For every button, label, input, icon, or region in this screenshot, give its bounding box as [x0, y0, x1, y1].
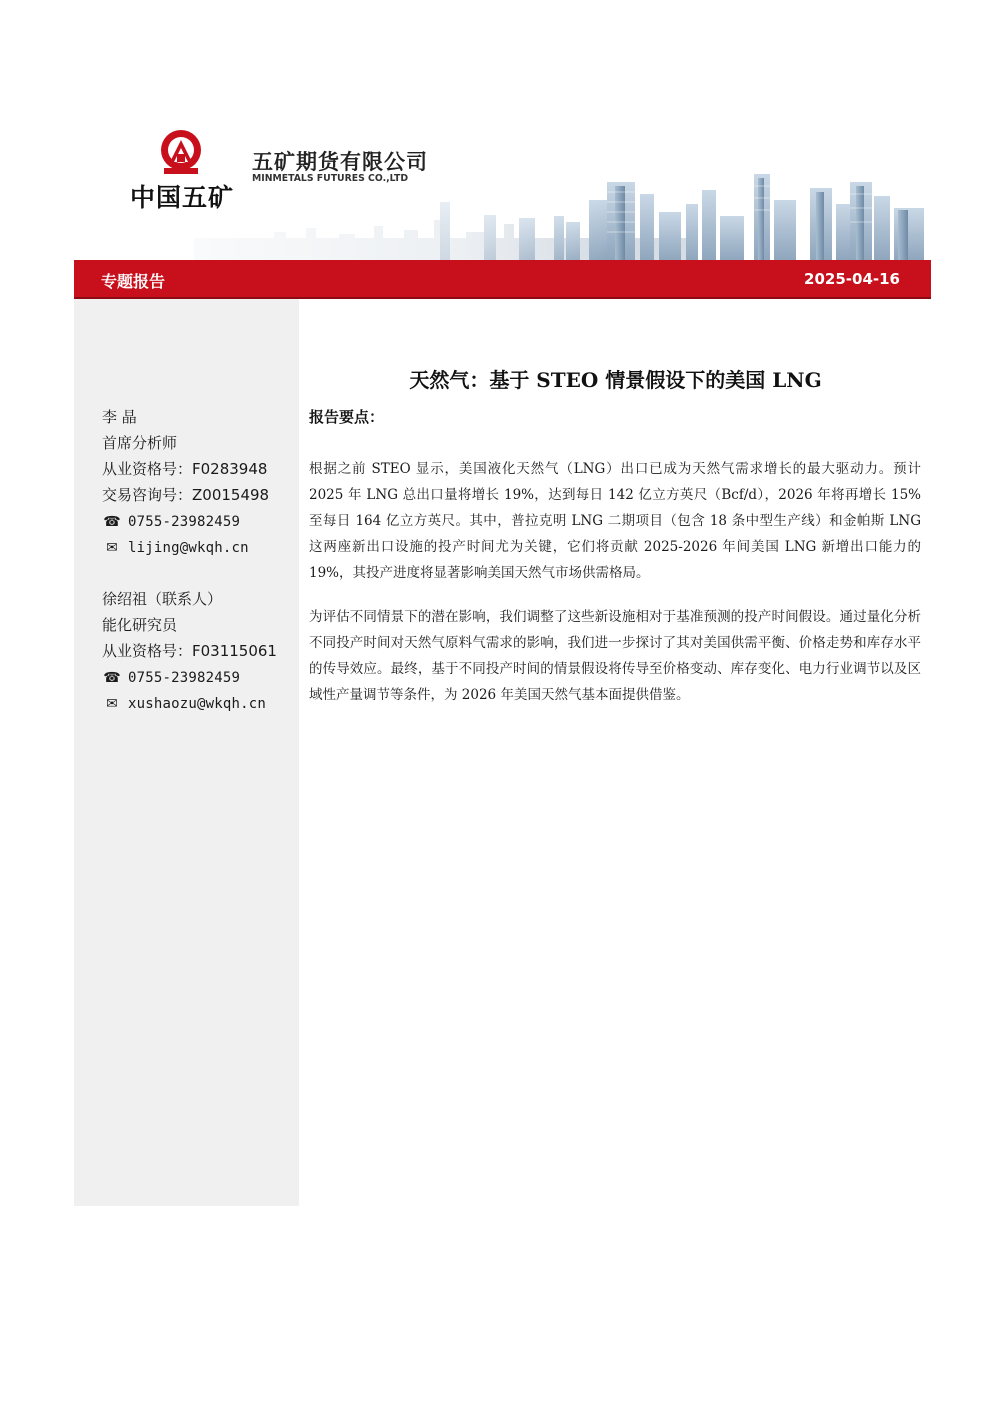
report-type-banner	[74, 260, 931, 299]
analyst-role: 首席分析师	[102, 434, 178, 452]
analyst-email-address[interactable]: lijing@wkqh.cn	[128, 540, 249, 556]
analyst-email-address[interactable]: xushaozu@wkqh.cn	[128, 696, 267, 712]
analyst-email[interactable]	[102, 534, 269, 560]
phone-icon: ☎	[103, 514, 121, 530]
company-name-cn: 五矿期货有限公司	[252, 150, 428, 174]
china-minmetals-logo-icon	[158, 128, 204, 178]
analyst-name: 李 晶	[102, 408, 137, 426]
analyst-phone-number: 0755-23982459	[128, 514, 241, 530]
envelope-icon: ✉	[106, 540, 118, 556]
phone-icon: ☎	[103, 670, 121, 686]
analyst-phone-number: 0755-23982459	[128, 670, 241, 686]
analyst-phone	[102, 664, 277, 690]
key-points-heading: 报告要点：	[309, 408, 385, 426]
analyst-card-xushaozu	[102, 586, 277, 716]
analyst-name: 徐绍祖（联系人）	[102, 590, 223, 608]
key-points-paragraph: 为评估不同情景下的潜在影响，我们调整了这些新设施相对于基准预测的投产时间假设。通过量化分析不同投产时间对天然气原料气需求的影响，我们进一步探讨了其对美国供需平衡、价格走势和库存水平的传导效应。最终，基于不同投产时间的情景假设将传导至价格变动、库存变化、电力行业调节以及区域性产量调节等条件，为 2026 年美国天然气基本面提供借鉴。	[309, 609, 921, 703]
company-name-en: MINMETALS FUTURES CO.,LTD	[252, 173, 409, 184]
analyst-phone	[102, 508, 269, 534]
report-date: 2025-04-16	[804, 270, 900, 288]
report-type-label: 专题报告	[101, 272, 166, 291]
group-logo-text: 中国五矿	[130, 183, 235, 212]
analyst-qualification-number: 从业资格号：F03115061	[102, 642, 277, 660]
analyst-email[interactable]	[102, 690, 277, 716]
key-points-paragraph: 根据之前 STEO 显示，美国液化天然气（LNG）出口已成为天然气需求增长的最大驱动力。预计 2025 年 LNG 总出口量将增长 19%，达到每日 142 亿立方英尺（Bcf/d），2026 年将再增长 15%至每日 164 亿立方英尺。其中，普拉克明 LNG 二期项目（包含 18 条中型生产线）和金帕斯 LNG 这两座新出口设施的投产时间尤为关键，它们将贡献 2025-2026 年间美国 LNG 新增出口能力的 19%，其投产进度将显著影响美国天然气市场供需格局。	[309, 461, 921, 581]
analyst-consulting-number: 交易咨询号：Z0015498	[102, 486, 270, 504]
analyst-card-lijing	[102, 404, 269, 560]
report-title: 天然气：基于 STEO 情景假设下的美国 LNG	[409, 368, 822, 392]
analyst-role: 能化研究员	[102, 616, 178, 634]
envelope-icon: ✉	[106, 696, 118, 712]
analyst-qualification-number: 从业资格号：F0283948	[102, 460, 268, 478]
report-header	[74, 120, 931, 260]
